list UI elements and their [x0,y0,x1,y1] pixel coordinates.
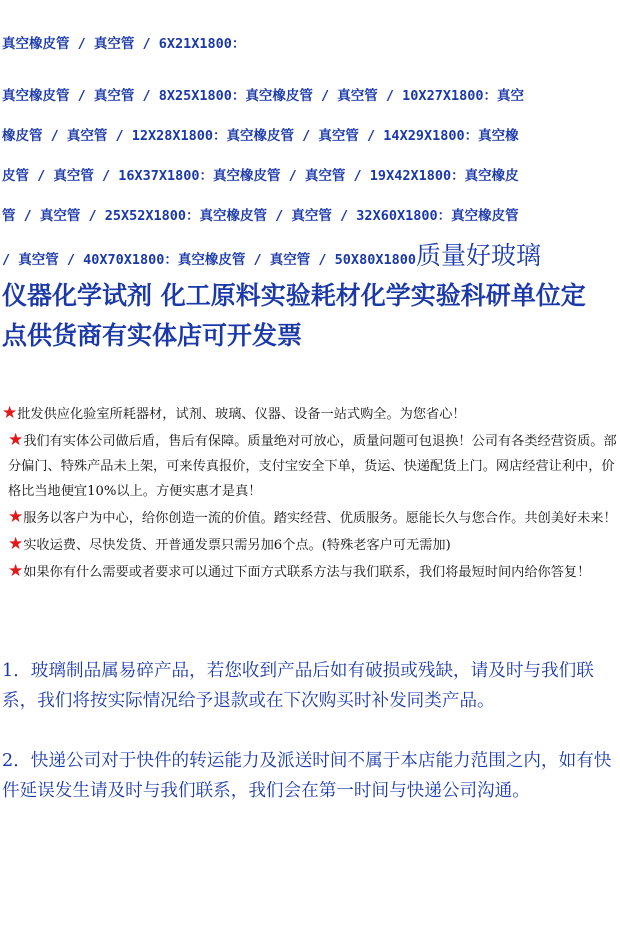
star-icon: ★ [8,534,24,554]
headline-start: 质量好玻璃 [415,241,541,270]
service-note [2,560,618,585]
service-note [2,402,618,427]
service-note-text: 我们有实体公司做后盾，售后有保障。质量绝对可放心，质量问题可包退换！公司有各类经营资质。部分偏门、特殊产品未上架，可来传真报价，支付宝安全下单，货运、快递配货上门。网店经营让利中，价格比当地便宜10%以上。方便实惠才是真！ [8,434,617,499]
size-list-spacer [2,64,618,76]
star-icon: ★ [8,430,24,450]
service-note [2,506,618,531]
service-note-text: 服务以客户为中心，给你创造一流的价值。踏实经营、优质服务。愿能长久与您合作。共创美好未来！ [23,511,617,526]
size-line-2: 真空橡皮管 / 真空管 / 8X25X1800：真空橡皮管 / 真空管 / 10X27X1800：真空 [2,88,524,104]
breakage-policy: 1．玻璃制品属易碎产品，若您收到产品后如有破损或残缺，请及时与我们联系，我们将按实际情况给予退款或在下次购买时补发同类产品。 [2,661,594,711]
headline-line-2: 点供货商有实体店可开发票 [2,321,303,350]
service-note-text: 批发供应化验室所耗器材，试剂、玻璃、仪器、设备一站式购全。为您省心！ [17,407,466,422]
size-line-6 [2,236,618,276]
service-note-text: 如果你有什么需要或者要求可以通过下面方式联系方法与我们联系，我们将最短时间内给你答复！ [23,565,591,580]
star-icon: ★ [8,561,24,581]
star-icon: ★ [8,507,24,527]
star-icon: ★ [2,403,18,423]
service-notes [2,402,618,587]
size-line-3: 橡皮管 / 真空管 / 12X28X1800：真空橡皮管 / 真空管 / 14X29X1800：真空橡 [2,128,519,144]
service-note [2,429,618,504]
service-note [2,533,618,558]
size-line-1: 真空橡皮管 / 真空管 / 6X21X1800： [2,36,246,52]
headline-line-1: 仪器化学试剂 化工原料实验耗材化学实验科研单位定 [2,281,586,310]
service-note-text: 实收运费、尽快发货、开普通发票只需另加6个点。(特殊老客户可无需加) [23,538,451,553]
shipping-policy: 2．快递公司对于快件的转运能力及派送时间不属于本店能力范围之内，如有快件延误发生请及时与我们联系，我们会在第一时间与快递公司沟通。 [2,751,612,801]
size-line-4: 皮管 / 真空管 / 16X37X1800：真空橡皮管 / 真空管 / 19X42X1800：真空橡皮 [2,168,519,184]
size-line-5: 管 / 真空管 / 25X52X1800：真空橡皮管 / 真空管 / 32X60X1800：真空橡皮管 [2,208,519,224]
product-size-list [2,24,618,356]
size-line-6-text: / 真空管 / 40X70X1800：真空橡皮管 / 真空管 / 50X80X1800 [2,252,416,268]
